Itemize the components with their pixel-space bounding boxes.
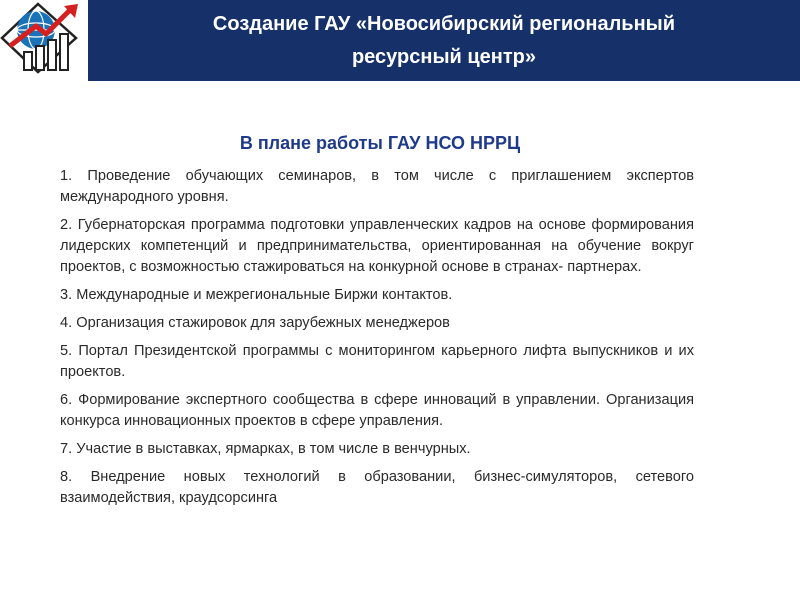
page-header xyxy=(88,0,800,81)
list-item: 2. Губернаторская программа подготовки управленческих кадров на основе формирования лидерских компетенций и предпринимательства, ориентированная на обучение вокруг проектов, с возможностью стажироваться на конкурной основе в странах- партнерах. xyxy=(60,217,694,275)
list-item: 3. Международные и межрегиональные Биржи контактов. xyxy=(60,287,453,303)
list-item: 7. Участие в выставках, ярмарках, в том числе в венчурных. xyxy=(60,441,471,457)
header-title-line2: ресурсный центр» xyxy=(351,46,537,68)
list-item: 4. Организация стажировок для зарубежных менеджеров xyxy=(60,315,450,331)
header-title-line1: Создание ГАУ «Новосибирский региональный xyxy=(212,13,676,35)
section-subtitle: В плане работы ГАУ НСО НРРЦ xyxy=(239,133,521,153)
work-plan-list xyxy=(60,166,694,516)
list-item: 8. Внедрение новых технологий в образовании, бизнес-симуляторов, сетевого взаимодействия, краудсорсинга xyxy=(60,469,694,506)
list-item: 1. Проведение обучающих семинаров, в том числе с приглашением экспертов международного уровня. xyxy=(60,168,694,205)
logo-icon xyxy=(0,0,86,80)
list-item: 5. Портал Президентской программы с мониторингом карьерного лифта выпускников и их проектов. xyxy=(60,343,694,380)
list-item: 6. Формирование экспертного сообщества в сфере инноваций в управлении. Организация конкурса инновационных проектов в сфере управления. xyxy=(60,392,694,429)
